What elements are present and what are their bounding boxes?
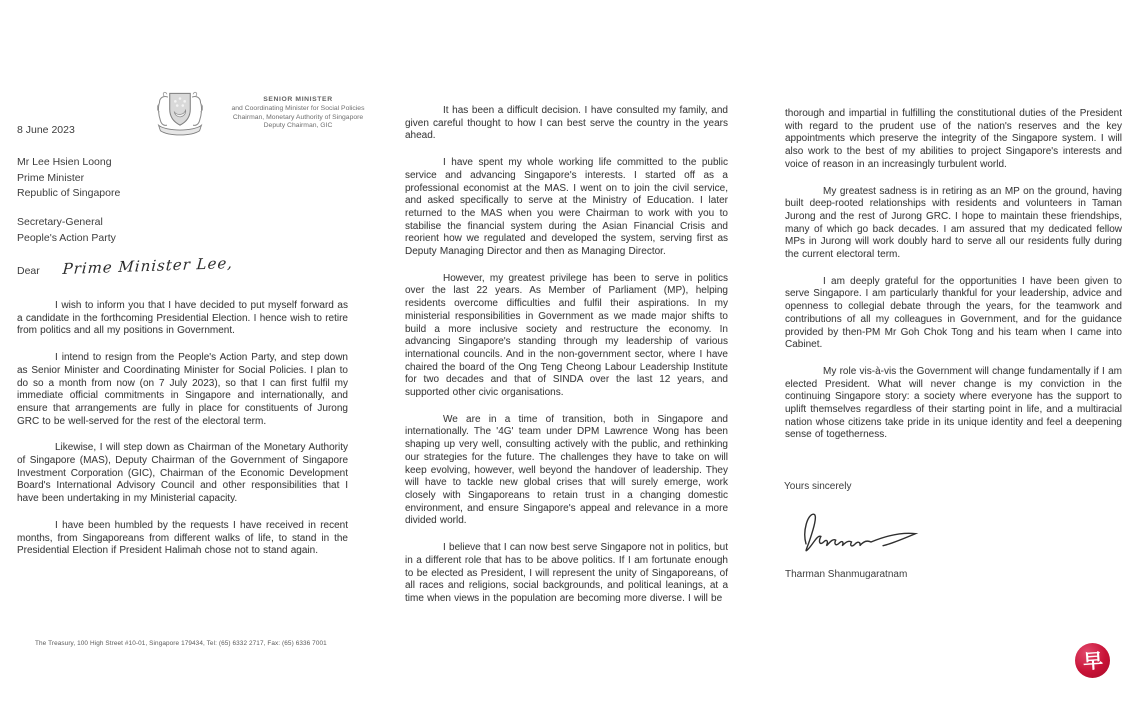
letterhead (212, 96, 384, 131)
paragraph: thorough and impartial in fulfilling the constitutional duties of the President with regard to the prudent use of the nation's reserves and the key appointments which preserve the integrity of the Singapore system. I will also work to the best of my abilities to project Singapore's interests and voice of reason in an increasingly turbulent world. (785, 108, 1122, 170)
letterhead-line3: Chairman, Monetary Authority of Singapore (232, 113, 364, 121)
paragraph: I intend to resign from the People's Action Party, and step down as Senior Minister and Coordinating Minister for Social Policies. I plan to do so a month from now (on 7 July 2023), so that I can first fulfil my immediate official commitments in Singapore and internationally, and ensure that arrangements are fully in place for constituents of Jurong GRC to be well-served for the rest of the electoral term. (17, 352, 348, 427)
salutation-handwritten: Prime Minister Lee, (61, 253, 234, 278)
recipient-role: Prime Minister (17, 171, 85, 184)
recipient-title-line1: Secretary-General (17, 216, 103, 228)
letterhead-footer-address: The Treasury, 100 High Street #10-01, Singapore 179434, Tel: (65) 6332 2717, Fax: (65) 6336 7001 (35, 640, 327, 647)
zaobao-logo-icon (1075, 643, 1110, 678)
singapore-coat-of-arms-icon (152, 84, 208, 142)
letterhead-line2: and Coordinating Minister for Social Policies (231, 104, 365, 112)
zaobao-logo-character: 早 (1081, 647, 1104, 674)
letter-column-1 (17, 300, 348, 572)
letterhead-line1: SENIOR MINISTER (263, 96, 333, 103)
recipient-block (17, 155, 120, 202)
paragraph: I wish to inform you that I have decided to put myself forward as a candidate in the forthcoming Presidential Election. I hence wish to retire from politics and all my positions in Government. (17, 300, 348, 337)
signature (793, 503, 923, 555)
recipient-name: Mr Lee Hsien Loong (17, 156, 112, 168)
recipient-country: Republic of Singapore (17, 187, 121, 200)
closing-salutation: Yours sincerely (784, 481, 852, 492)
salutation (17, 253, 234, 286)
paragraph: I am deeply grateful for the opportunities I have been given to serve Singapore. I am particularly thankful for your leadership, advice and openness to collegial debate through the years, for the teamwork and contributions of all my colleagues in Government, and for the guidance provided by then-PM Mr Goh Chok Tong and his team when I came into Cabinet. (785, 275, 1122, 351)
paragraph: It has been a difficult decision. I have consulted my family, and given careful thought to how I can best serve the country in the years ahead. (405, 105, 728, 142)
paragraph: We are in a time of transition, both in Singapore and internationally. The '4G' team under DPM Lawrence Wong has been shaping up very well, consulting actively with the public, and rethinking our strategies for the future. The challenges they have to take on will keep evolving, however, well beyond the handover of leadership. They will have to tackle new global crises that will surely emerge, work closely with Singaporeans to retain trust in a changing domestic environment, and ensure Singapore's appeal and relevance in a more divided world. (405, 413, 728, 527)
signatory-name: Tharman Shanmugaratnam (785, 569, 908, 580)
paragraph: I have been humbled by the requests I have received in recent months, from Singaporeans from different walks of life, to stand in the Presidential Election if President Halimah chose not to stand again. (17, 519, 348, 557)
salutation-printed: Dear (17, 265, 40, 277)
recipient-title-block (17, 215, 116, 246)
paragraph: I have spent my whole working life committed to the public service and advancing Singapore's interests. I started off as a professional economist at the MAS. I went on to join the civil service, and asked specifically to serve at the Ministry of Education. I later returned to the MAS when you were Chairman to work with you to stabilise the financial system during the Asian Financial Crisis and reorient how we regulated and developed the system, serving first as Deputy Managing Director and then as Managing Director. (405, 157, 728, 258)
paragraph: My role vis-à-vis the Government will change fundamentally if I am elected President. What will never change is my conviction in the continuing Singapore story: a society where everyone has the support to uplift themselves regardless of their starting point in life, and a multiracial nation whose citizens take pride in its unique identity and feel a deepening sense of togetherness. (785, 365, 1122, 441)
paragraph: However, my greatest privilege has been to serve in politics over the last 22 years. As Member of Parliament (MP), helping residents overcome difficulties and fulfil their aspirations. In my ministerial responsibilities in Government as we made major shifts to build a more inclusive society and restructure the economy. In advancing Singapore's standing through my leadership of various international councils. And in the non-government sector, where I have chaired the board of the Ong Teng Cheong Labour Leadership Institute for two decades and that of SINDA over the last 12 years, and supported other civic organisations. (405, 272, 728, 399)
recipient-title-line2: People's Action Party (17, 231, 116, 244)
letter-date: 8 June 2023 (17, 124, 75, 136)
letterhead-line4: Deputy Chairman, GIC (263, 122, 333, 130)
paragraph: My greatest sadness is in retiring as an MP on the ground, having built deep-rooted relationships with residents and volunteers in Taman Jurong and the rest of Jurong GRC. I hope to maintain these friendships, many of which go back decades. I am assured that my dedicated fellow MPs in Jurong will work doubly hard to serve all our residents fully during the current electoral term. (785, 185, 1122, 261)
letter-column-2 (405, 105, 728, 620)
letter-column-3 (785, 108, 1122, 456)
paragraph: I believe that I can now best serve Singapore not in politics, but in a different role that has to be above politics. If I am fortunate enough to be elected as President, I will represent the unity of Singaporeans, of all races and religions, social backgrounds, and political leanings, at a time when views in the population are becoming more diverse. I will be (405, 542, 728, 604)
paragraph: Likewise, I will step down as Chairman of the Monetary Authority of Singapore (MAS), Deputy Chairman of the Government of Singapore Investment Corporation (GIC), Chairman of the Economic Development Board's International Advisory Council and other responsibilities that I have been undertaking in my Ministerial capacity. (17, 442, 348, 505)
